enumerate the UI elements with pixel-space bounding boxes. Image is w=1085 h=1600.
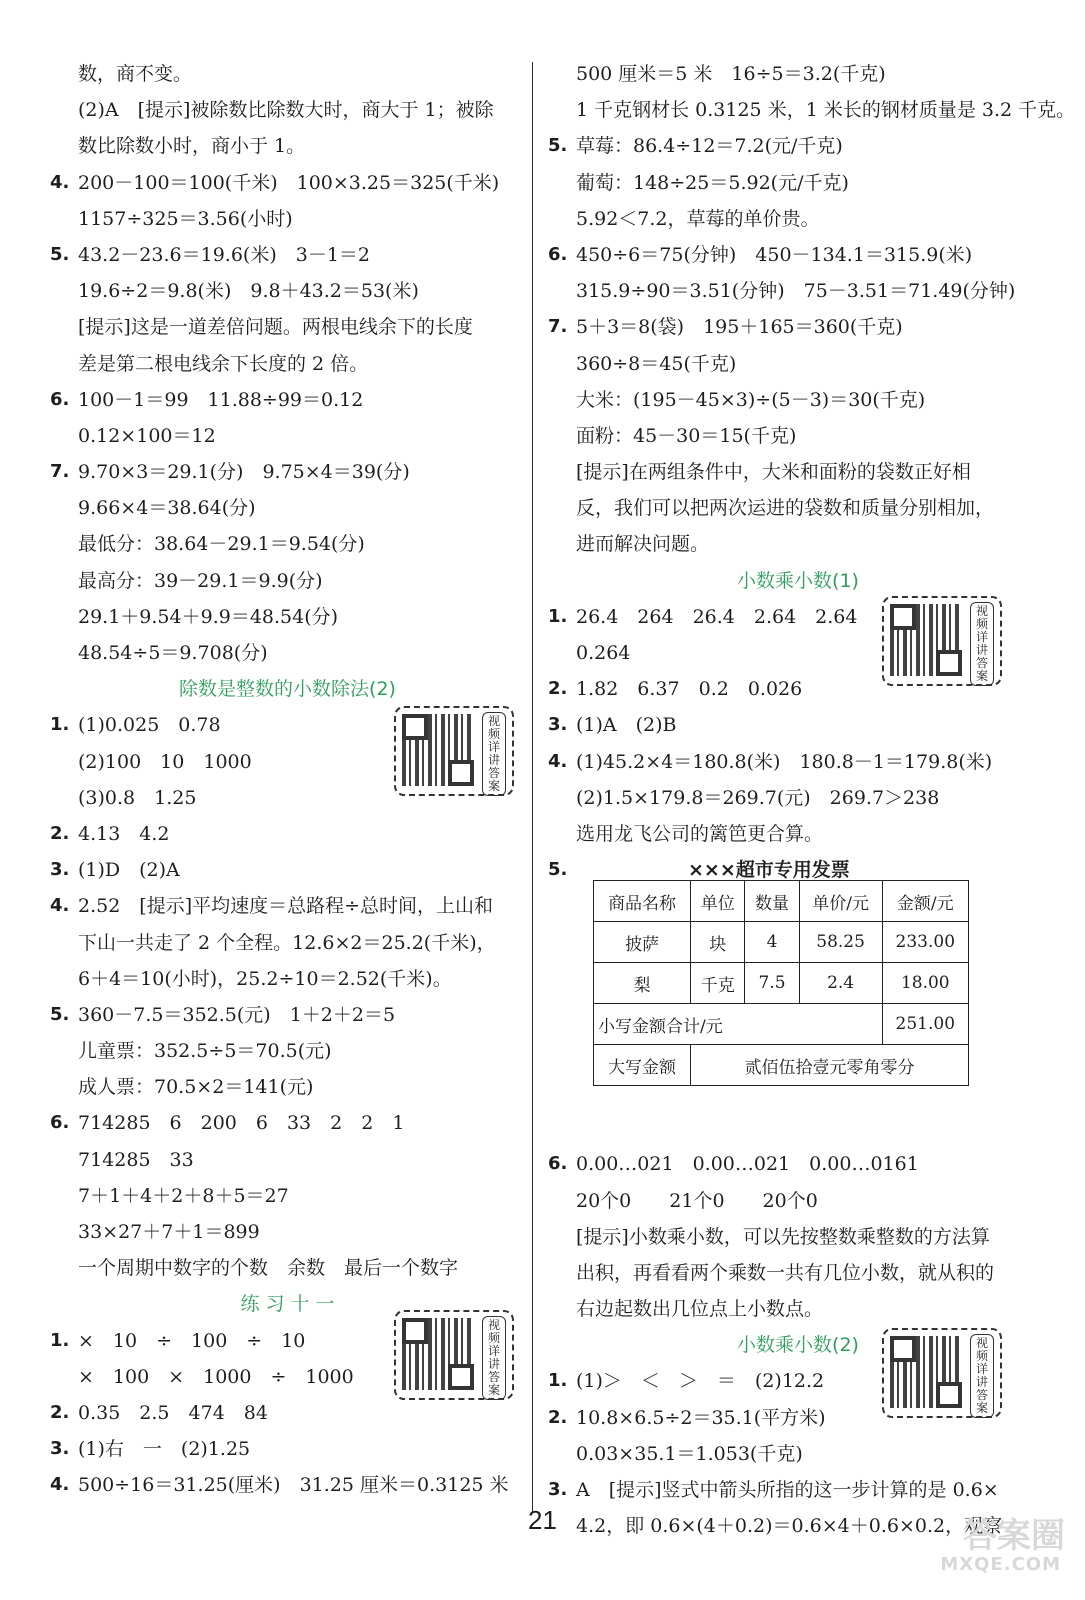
subtotal-value: 251.00: [882, 1004, 968, 1045]
text-line: 儿童票：352.5÷5＝70.5(元): [78, 1040, 332, 1063]
answer-5: 5. 43.2－23.6＝19.6(米) 3－1＝2: [50, 243, 371, 266]
qr-code-icon[interactable]: [394, 706, 514, 796]
text-line: 进而解决问题。: [576, 533, 710, 556]
table-cell: 2.4: [799, 963, 882, 1004]
qr-code-icon[interactable]: [882, 1328, 1002, 1418]
text-line: 500 厘米＝5 米 16÷5＝3.2(千克): [576, 63, 886, 85]
right-column: [548, 56, 1076, 1544]
table-header-cell: 单价/元: [799, 881, 882, 922]
answer-2: 2. 4.13 4.2: [50, 822, 170, 845]
text-line: 下山一共走了 2 个全程。12.6×2＝25.2(千米)，: [78, 931, 496, 954]
table-header-cell: 商品名称: [594, 881, 691, 922]
section-title: 除数是整数的小数除法(2): [179, 678, 396, 701]
watermark-text: 答案圈: [963, 1516, 1065, 1556]
table-row: [594, 1004, 969, 1045]
invoice-title: ×××超市专用发票: [688, 859, 850, 882]
table-cell: 披萨: [594, 922, 691, 963]
text-line: × 100 × 1000 ÷ 1000: [78, 1365, 354, 1388]
table-row: [594, 922, 969, 963]
answer-4: 4. 200－100＝100(千米) 100×3.25＝325(千米): [50, 171, 500, 194]
answer-6: 6. 100－1＝99 11.88÷99＝0.12: [50, 388, 364, 411]
hint-line: [提示]在两组条件中，大米和面粉的袋数正好相: [576, 461, 971, 484]
text-line: 面粉：45－30＝15(千克): [576, 424, 797, 447]
table-cell: 58.25: [799, 922, 882, 963]
answer-4: 4. 2.52 [提示]平均速度＝总路程÷总时间，上山和: [50, 895, 494, 918]
answer-5: 5. 草莓：86.4÷12＝7.2(元/千克): [548, 135, 843, 158]
answer-6: 6. 714285 6 200 6 33 2 2 1: [50, 1112, 405, 1135]
table-cell: 梨: [594, 963, 691, 1004]
text-line: 19.6÷2＝9.8(米) 9.8＋43.2＝53(米): [78, 280, 419, 303]
text-line: 葡萄：148÷25＝5.92(元/千克): [576, 171, 849, 194]
capital-value: 贰佰伍拾壹元零角零分: [691, 1045, 969, 1086]
answer-1: 1. × 10 ÷ 100 ÷ 10: [50, 1329, 306, 1352]
text-line: 48.54÷5＝9.708(分): [78, 642, 268, 664]
text-line: 最低分：38.64－29.1＝9.54(分): [78, 533, 365, 556]
text-line: 数比除数小时，商小于 1。: [78, 135, 306, 158]
answer-3: 3. (1)右 一 (2)1.25: [50, 1438, 251, 1461]
text-line: 5.92＜7.2，草莓的单价贵。: [576, 207, 820, 230]
answer-4: 4. (1)45.2×4＝180.8(米) 180.8－1＝179.8(米): [548, 750, 993, 773]
qr-label: 视频详讲答案: [970, 1334, 994, 1418]
text-line: 1157÷325＝3.56(小时): [78, 207, 293, 230]
answer-3: 3. (1)A (2)B: [548, 714, 677, 737]
text-line: (2)A [提示]被除数比除数大时，商大于 1；被除: [78, 99, 494, 122]
text-line: 右边起数出几位点上小数点。: [576, 1298, 824, 1321]
hint-line: [提示]这是一道差倍问题。两根电线余下的长度: [78, 316, 473, 339]
page-number: 21: [528, 1505, 557, 1535]
qr-label: 视频详讲答案: [970, 602, 994, 686]
answer-1: 1. (1)＞ ＜ ＞ ＝ (2)12.2: [548, 1370, 825, 1393]
answer-5: 5. ×××超市专用发票: [548, 852, 1048, 888]
table-header-row: [594, 881, 969, 922]
text-line: 360÷8＝45(千克): [576, 352, 737, 375]
table-cell: 千克: [691, 963, 745, 1004]
text-line: 0.12×100＝12: [78, 424, 216, 447]
text-line: 差是第二根电线余下长度的 2 倍。: [78, 352, 369, 375]
answer-3: 3. A [提示]竖式中箭头所指的这一步计算的是 0.6×: [548, 1479, 999, 1501]
answer-1: 1. 26.4 264 26.4 2.64 2.64: [548, 605, 858, 628]
qr-pattern: [890, 1336, 962, 1408]
text-line: 4.2，即 0.6×(4＋0.2)＝0.6×4＋0.6×0.2，观察: [576, 1515, 1003, 1538]
text-line: 选用龙飞公司的篱笆更合算。: [576, 822, 824, 845]
text-line: 成人票：70.5×2＝141(元): [78, 1076, 314, 1099]
table-cell: 4: [745, 922, 799, 963]
answer-1: 1. (1)0.025 0.78: [50, 714, 221, 737]
column-divider: [532, 62, 533, 1512]
section-title: 小数乘小数(1): [737, 569, 859, 592]
watermark-url: MXQE.COM: [940, 1554, 1061, 1575]
text-line: 33×27＋7＋1＝899: [78, 1221, 260, 1243]
answer-7: 7. 9.70×3＝29.1(分) 9.75×4＝39(分): [50, 461, 410, 484]
answer-2: 2. 10.8×6.5÷2＝35.1(平方米): [548, 1406, 826, 1429]
text-line: 9.66×4＝38.64(分): [78, 497, 256, 520]
text-line: (2)100 10 1000: [78, 750, 252, 773]
table-cell: 233.00: [882, 922, 968, 963]
text-line: 0.264: [576, 642, 631, 664]
answer-3: 3. (1)D (2)A: [50, 859, 180, 882]
answer-7: 7. 5＋3＝8(袋) 195＋165＝360(千克): [548, 316, 903, 339]
answer-6: 6. 0.00…021 0.00…021 0.00…0161: [548, 1153, 919, 1176]
table-row: [594, 1045, 969, 1086]
table-header-cell: 金额/元: [882, 881, 968, 922]
text-line: 29.1＋9.54＋9.9＝48.54(分): [78, 605, 339, 628]
capital-label: 大写金额: [594, 1045, 691, 1086]
text-line: 7＋1＋4＋2＋8＋5＝27: [78, 1184, 289, 1207]
subtotal-label: 小写金额合计/元: [594, 1004, 883, 1045]
text-line: (2)1.5×179.8＝269.7(元) 269.7＞238: [576, 786, 940, 809]
qr-code-icon[interactable]: [882, 596, 1002, 686]
table-cell: 18.00: [882, 963, 968, 1004]
text-line: 714285 33: [78, 1148, 194, 1171]
qr-code-icon[interactable]: [394, 1310, 514, 1400]
answer-5: 5. 360－7.5＝352.5(元) 1＋2＋2＝5: [50, 1003, 396, 1026]
table-row: [594, 963, 969, 1004]
text-line: 反，我们可以把两次运进的袋数和质量分别相加，: [576, 497, 995, 520]
text-line: 1 千克钢材长 0.3125 米，1 米长的钢材质量是 3.2 千克。: [576, 99, 1076, 122]
qr-label: 视频详讲答案: [482, 712, 506, 796]
invoice-table: [593, 880, 969, 1086]
section-title: 练 习 十 一: [240, 1293, 335, 1316]
table-cell: 块: [691, 922, 745, 963]
qr-pattern: [402, 714, 474, 786]
qr-label: 视频详讲答案: [482, 1316, 506, 1400]
text-line: 大米：(195－45×3)÷(5－3)＝30(千克): [576, 388, 926, 411]
text-line: 最高分：39－29.1＝9.9(分): [78, 569, 323, 592]
qr-pattern: [402, 1318, 474, 1390]
table-cell: 7.5: [745, 963, 799, 1004]
answer-6: 6. 450÷6＝75(分钟) 450－134.1＝315.9(米): [548, 243, 973, 266]
table-header-cell: 单位: [691, 881, 745, 922]
text-line: (3)0.8 1.25: [78, 786, 197, 809]
table-header-cell: 数量: [745, 881, 799, 922]
text-line: 0.03×35.1＝1.053(千克): [576, 1442, 803, 1465]
text-line: 一个周期中数字的个数 余数 最后一个数字: [78, 1257, 459, 1280]
text-line: 315.9÷90＝3.51(分钟) 75－3.51＝71.49(分钟): [576, 280, 1016, 303]
hint-line: [提示]小数乘小数，可以先按整数乘整数的方法算: [576, 1225, 990, 1248]
answer-2: 2. 0.35 2.5 474 84: [50, 1401, 268, 1424]
answer-4: 4. 500÷16＝31.25(厘米) 31.25 厘米＝0.3125 米: [50, 1474, 509, 1497]
text-line: 20个0 21个0 20个0: [576, 1189, 818, 1212]
text-line: 出积，再看看两个乘数一共有几位小数，就从积的: [576, 1261, 995, 1284]
watermark-logo: [915, 1508, 1065, 1588]
text-line: 6＋4＝10(小时)，25.2÷10＝2.52(千米)。: [78, 967, 452, 990]
answer-2: 2. 1.82 6.37 0.2 0.026: [548, 678, 803, 701]
section-title: 小数乘小数(2): [737, 1334, 859, 1357]
qr-pattern: [890, 604, 962, 676]
text-line: 数，商不变。: [78, 63, 193, 85]
